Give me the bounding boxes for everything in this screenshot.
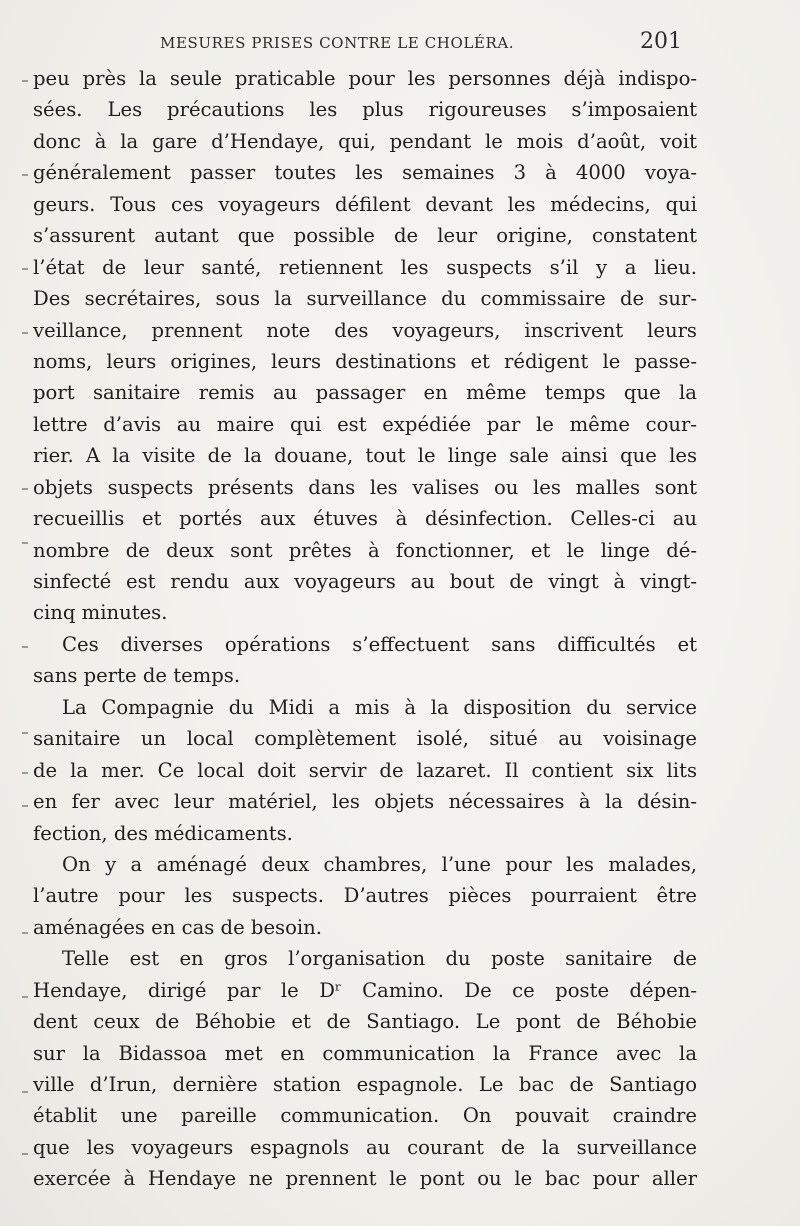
text-line: que les voyageurs espagnols au courant de la surveillance: [33, 1135, 697, 1159]
margin-speck: [22, 542, 28, 544]
text-line: sans perte de temps.: [33, 664, 241, 688]
text-line: port sanitaire remis au passager en même temps que la: [33, 381, 697, 405]
text-line: geurs. Tous ces voyageurs défilent devant les médecins, qui: [33, 192, 697, 216]
text-line: rier. A la visite de la douane, tout le linge sale ainsi que les: [33, 444, 697, 468]
text-line: cinq minutes.: [33, 601, 168, 625]
page-number: 201: [640, 29, 682, 54]
margin-speck: [22, 488, 28, 490]
text-line: sinfecté est rendu aux voyageurs au bout de vingt à vingt-: [33, 570, 697, 593]
text-line: sanitaire un local complètement isolé, situé au voisinage: [33, 727, 697, 751]
text-line: fection, des médicaments.: [33, 821, 293, 845]
text-line: noms, leurs origines, leurs destinations et rédigent le passe-: [33, 349, 697, 373]
running-title: MESURES PRISES CONTRE LE CHOLÉRA.: [160, 34, 515, 52]
text-line: recueillis et portés aux étuves à désinfection. Celles-ci au: [33, 507, 697, 531]
text-line: lettre d’avis au maire qui est expédiée par le même cour-: [33, 412, 697, 436]
text-line: La Compagnie du Midi a mis à la disposition du service: [62, 695, 697, 719]
text-line: l’autre pour les suspects. D’autres pièces pourraient être: [33, 884, 697, 908]
text-line: Des secrétaires, sous la surveillance du commissaire de sur-: [33, 287, 697, 311]
text-line: Telle est en gros l’organisation du poste sanitaire de: [62, 947, 697, 971]
margin-speck: [22, 996, 28, 998]
text-line: nombre de deux sont prêtes à fonctionner, et le linge dé-: [33, 538, 697, 562]
text-line: établit une pareille communication. On pouvait craindre: [33, 1104, 697, 1128]
margin-speck: [22, 732, 28, 734]
text-line: sur la Bidassoa met en communication la France avec la: [33, 1041, 697, 1065]
text-line: Ces diverses opérations s’effectuent sans difficultés et: [62, 632, 697, 656]
text-line: en fer avec leur matériel, les objets nécessaires à la désin-: [33, 790, 697, 814]
text-line: Hendaye, dirigé par le Dʳ Camino. De ce poste dépen-: [33, 978, 697, 1002]
text-line: ville d’Irun, dernière station espagnole. Le bac de Santiago: [33, 1073, 697, 1096]
text-line: On y a aménagé deux chambres, l’une pour les malades,: [62, 852, 697, 876]
margin-speck: [22, 772, 28, 774]
margin-speck: [22, 174, 28, 176]
text-line: de la mer. Ce local doit servir de lazaret. Il contient six lits: [33, 758, 697, 782]
text-line: sées. Les précautions les plus rigoureuses s’imposaient: [33, 98, 697, 122]
text-line: dent ceux de Béhobie et de Santiago. Le pont de Béhobie: [33, 1010, 697, 1034]
margin-speck: [22, 80, 28, 82]
text-line: peu près la seule praticable pour les personnes déjà indispo-: [33, 67, 697, 90]
margin-speck: [22, 1153, 28, 1155]
text-line: l’état de leur santé, retiennent les suspects s’il y a lieu.: [33, 255, 697, 279]
text-line: généralement passer toutes les semaines 3 à 4000 voya-: [33, 161, 697, 185]
text-line: aménagées en cas de besoin.: [33, 915, 323, 939]
margin-speck: [22, 646, 28, 648]
running-header: [160, 31, 700, 55]
margin-speck: [22, 805, 28, 807]
text-line: exercée à Hendaye ne prennent le pont ou le bac pour aller: [33, 1167, 697, 1191]
text-line: donc à la gare d’Hendaye, qui, pendant le mois d’août, voit: [33, 129, 697, 153]
margin-speck: [22, 268, 28, 270]
body-text: [33, 63, 697, 1195]
margin-speck: [22, 1091, 28, 1093]
text-line: s’assurent autant que possible de leur origine, constatent: [33, 224, 697, 248]
margin-speck: [22, 932, 28, 934]
margin-speck: [22, 332, 28, 334]
text-line: objets suspects présents dans les valises ou les malles sont: [33, 475, 697, 499]
text-line: veillance, prennent note des voyageurs, inscrivent leurs: [33, 318, 697, 342]
margin-specks: [22, 70, 30, 1170]
